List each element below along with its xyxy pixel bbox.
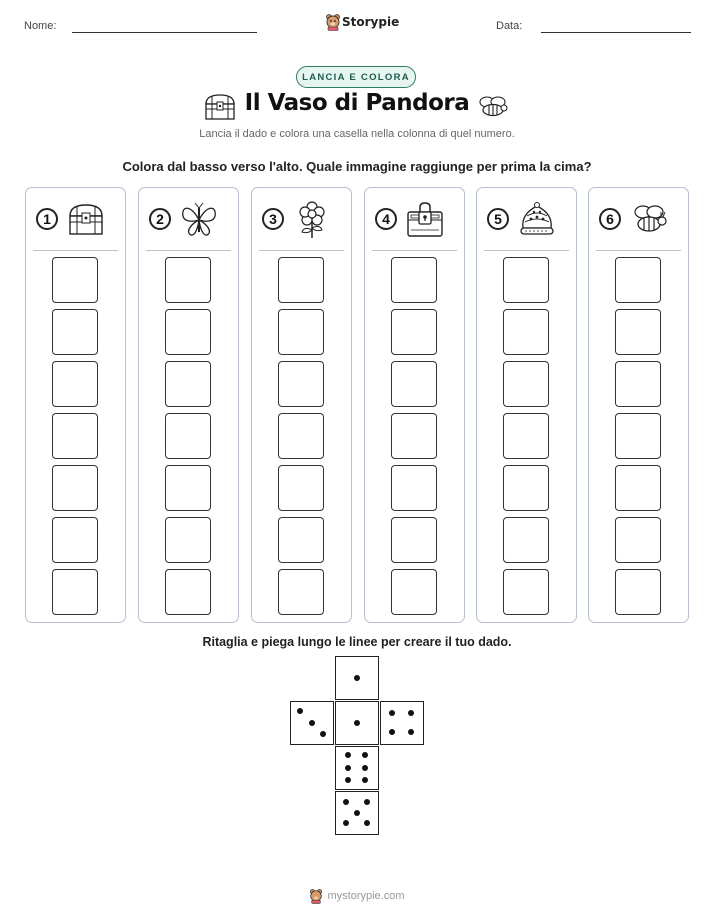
color-box[interactable]	[52, 257, 98, 303]
date-line[interactable]	[541, 32, 691, 33]
color-box[interactable]	[165, 517, 211, 563]
dice-face-5	[335, 791, 379, 835]
flower-icon	[292, 200, 332, 240]
name-line[interactable]	[72, 32, 257, 33]
color-box[interactable]	[615, 413, 661, 459]
dice-pip	[389, 710, 395, 716]
column-header	[26, 188, 125, 250]
column-number: 1	[36, 208, 58, 230]
color-box[interactable]	[615, 569, 661, 615]
color-box[interactable]	[52, 309, 98, 355]
color-box[interactable]	[615, 257, 661, 303]
color-box[interactable]	[52, 361, 98, 407]
column-divider	[259, 250, 344, 251]
column-header	[139, 188, 238, 250]
footer-url: mystorypie.com	[327, 889, 405, 902]
dice-pip	[362, 765, 368, 771]
crown-icon	[517, 200, 557, 240]
dice-pip	[297, 708, 303, 714]
color-box[interactable]	[278, 517, 324, 563]
activity-badge: LANCIA E COLORA	[296, 66, 416, 88]
color-box[interactable]	[391, 569, 437, 615]
dice-net	[290, 656, 424, 834]
dice-column-2	[138, 187, 239, 623]
bear-mascot-icon	[325, 13, 341, 31]
column-header	[477, 188, 576, 250]
color-box[interactable]	[503, 517, 549, 563]
dice-pip	[345, 752, 351, 758]
bee-icon	[629, 200, 669, 240]
column-header	[589, 188, 688, 250]
dice-pip	[364, 799, 370, 805]
dice-pip	[320, 731, 326, 737]
color-box[interactable]	[278, 413, 324, 459]
dice-pip	[345, 777, 351, 783]
dice-pip	[345, 765, 351, 771]
dice-face-1	[335, 656, 379, 700]
dice-pip	[364, 820, 370, 826]
dice-pip	[362, 752, 368, 758]
color-box[interactable]	[52, 517, 98, 563]
dice-pip	[309, 720, 315, 726]
treasure-chest-icon	[66, 200, 106, 240]
color-box[interactable]	[615, 465, 661, 511]
dice-pip	[389, 729, 395, 735]
treasure-chest-icon	[203, 92, 237, 122]
dice-pip	[354, 720, 360, 726]
dice-pip	[362, 777, 368, 783]
color-box[interactable]	[391, 413, 437, 459]
color-box[interactable]	[391, 465, 437, 511]
column-divider	[146, 250, 231, 251]
dice-column-3	[251, 187, 352, 623]
color-box[interactable]	[503, 465, 549, 511]
dice-face-1	[335, 701, 379, 745]
column-number: 3	[262, 208, 284, 230]
dice-column-6	[588, 187, 689, 623]
dice-pip	[343, 799, 349, 805]
color-box[interactable]	[615, 361, 661, 407]
color-box[interactable]	[391, 361, 437, 407]
color-box[interactable]	[52, 569, 98, 615]
dice-pip	[354, 810, 360, 816]
page-title: Il Vaso di Pandora	[244, 90, 470, 116]
color-box[interactable]	[615, 517, 661, 563]
column-header	[252, 188, 351, 250]
dice-column-4	[364, 187, 465, 623]
butterfly-icon	[179, 200, 219, 240]
locked-chest-icon	[405, 200, 445, 240]
dice-pip	[408, 710, 414, 716]
bear-mascot-icon	[309, 888, 323, 904]
color-box[interactable]	[278, 569, 324, 615]
color-box[interactable]	[278, 361, 324, 407]
column-number: 4	[375, 208, 397, 230]
color-box[interactable]	[503, 569, 549, 615]
color-box[interactable]	[503, 413, 549, 459]
color-box[interactable]	[165, 413, 211, 459]
column-divider	[484, 250, 569, 251]
color-box[interactable]	[278, 309, 324, 355]
color-box[interactable]	[52, 465, 98, 511]
dice-face-6	[335, 746, 379, 790]
color-box[interactable]	[615, 309, 661, 355]
dice-face-3	[290, 701, 334, 745]
coloring-instruction: Colora dal basso verso l'alto. Quale immagine raggiunge per prima la cima?	[122, 159, 592, 174]
color-box[interactable]	[165, 361, 211, 407]
color-box[interactable]	[165, 569, 211, 615]
page-subtitle: Lancia il dado e colora una casella nella colonna di quel numero.	[199, 128, 515, 140]
column-number: 6	[599, 208, 621, 230]
name-label: Nome:	[24, 20, 57, 32]
dice-column-5	[476, 187, 577, 623]
dice-instruction: Ritaglia e piega lungo le linee per creare il tuo dado.	[202, 635, 512, 649]
color-box[interactable]	[503, 361, 549, 407]
color-box[interactable]	[165, 257, 211, 303]
footer	[0, 888, 714, 904]
dice-column-1	[25, 187, 126, 623]
column-divider	[372, 250, 457, 251]
color-box[interactable]	[391, 517, 437, 563]
column-divider	[33, 250, 118, 251]
brand-name: Storypie	[342, 15, 400, 29]
column-divider	[596, 250, 681, 251]
color-box[interactable]	[503, 257, 549, 303]
brand-logo	[325, 13, 400, 31]
color-box[interactable]	[278, 465, 324, 511]
color-box[interactable]	[52, 413, 98, 459]
dice-face-4	[380, 701, 424, 745]
color-box[interactable]	[391, 309, 437, 355]
color-box[interactable]	[278, 257, 324, 303]
column-number: 2	[149, 208, 171, 230]
bee-icon	[476, 93, 510, 121]
color-box[interactable]	[391, 257, 437, 303]
dice-pip	[408, 729, 414, 735]
column-number: 5	[487, 208, 509, 230]
date-label: Data:	[496, 20, 523, 32]
color-box[interactable]	[503, 309, 549, 355]
color-box[interactable]	[165, 465, 211, 511]
column-header	[365, 188, 464, 250]
dice-pip	[343, 820, 349, 826]
dice-pip	[354, 675, 360, 681]
color-box[interactable]	[165, 309, 211, 355]
